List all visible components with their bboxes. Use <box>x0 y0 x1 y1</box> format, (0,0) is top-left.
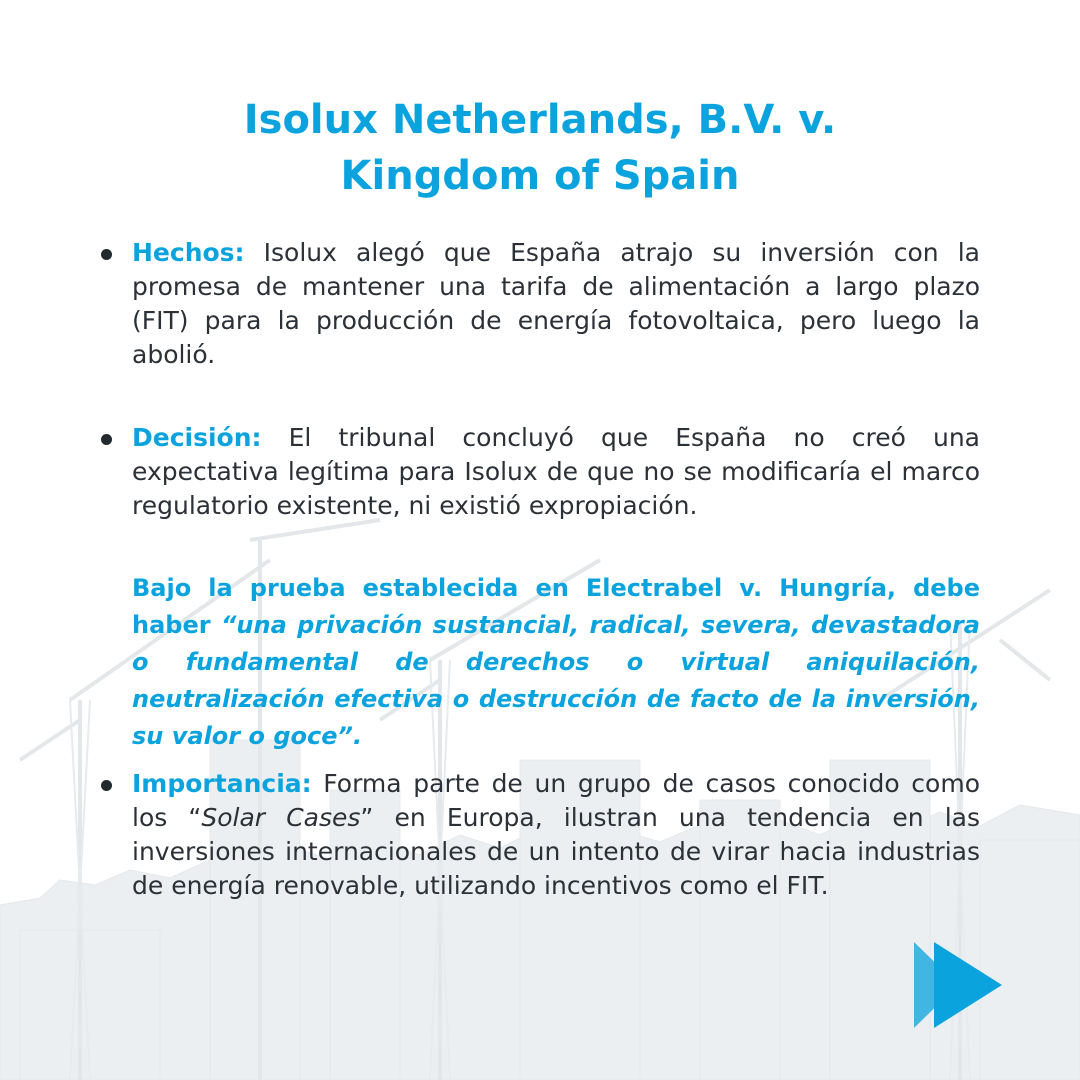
bullet-decision-body: El tribunal concluyó que España no creó una expectativa legítima para Isolux de que no se modificaría el marco regulatorio existente, ni existió expropiación. <box>132 423 980 520</box>
bullet-importancia-text <box>132 767 980 903</box>
bullet-importancia <box>132 767 980 903</box>
bullet-importancia-italic: Solar Cases <box>201 803 361 832</box>
bullet-decision-label: Decisión: <box>132 423 262 452</box>
bullet-hechos-text <box>132 236 980 372</box>
bullet-dot-icon <box>101 434 112 445</box>
bullet-importancia-body-1: Forma parte de un grupo de casos conocido como los “ <box>132 769 980 832</box>
bullet-dot-icon <box>101 780 112 791</box>
bullet-importancia-label: Importancia: <box>132 769 312 798</box>
bullet-decision <box>132 421 980 523</box>
double-play-arrow-icon[interactable] <box>914 942 1002 1028</box>
bullet-hechos-body: Isolux alegó que España atrajo su inversión con la promesa de mantener una tarifa de alimentación a largo plazo (FIT) para la producción de energía fotovoltaica, pero luego la abolió. <box>132 238 980 369</box>
bullet-hechos <box>132 236 980 372</box>
bullet-dot-icon <box>101 249 112 260</box>
quote-italic: “una privación sustancial, radical, severa, devastadora o fundamental de derechos o virtual aniquilación, neutralización efectiva o destrucción de facto de la inversión, su valor o goce”. <box>132 611 980 750</box>
bullet-hechos-label: Hechos: <box>132 238 245 267</box>
bullet-importancia-body-2: ” en Europa, ilustran una tendencia en las inversiones internacionales de un intento de virar hacia industrias de energía renovable, utilizando incentivos como el FIT. <box>132 803 980 900</box>
page-title <box>0 92 1080 204</box>
title-line-1: Isolux Netherlands, B.V. v. <box>243 97 837 143</box>
highlight-quote <box>132 570 980 755</box>
bullet-decision-text <box>132 421 980 523</box>
front-triangle <box>934 942 1002 1028</box>
quote-lead: Bajo la prueba establecida en Electrabel v. Hungría, debe haber <box>132 574 980 639</box>
title-line-2: Kingdom of Spain <box>340 153 740 199</box>
